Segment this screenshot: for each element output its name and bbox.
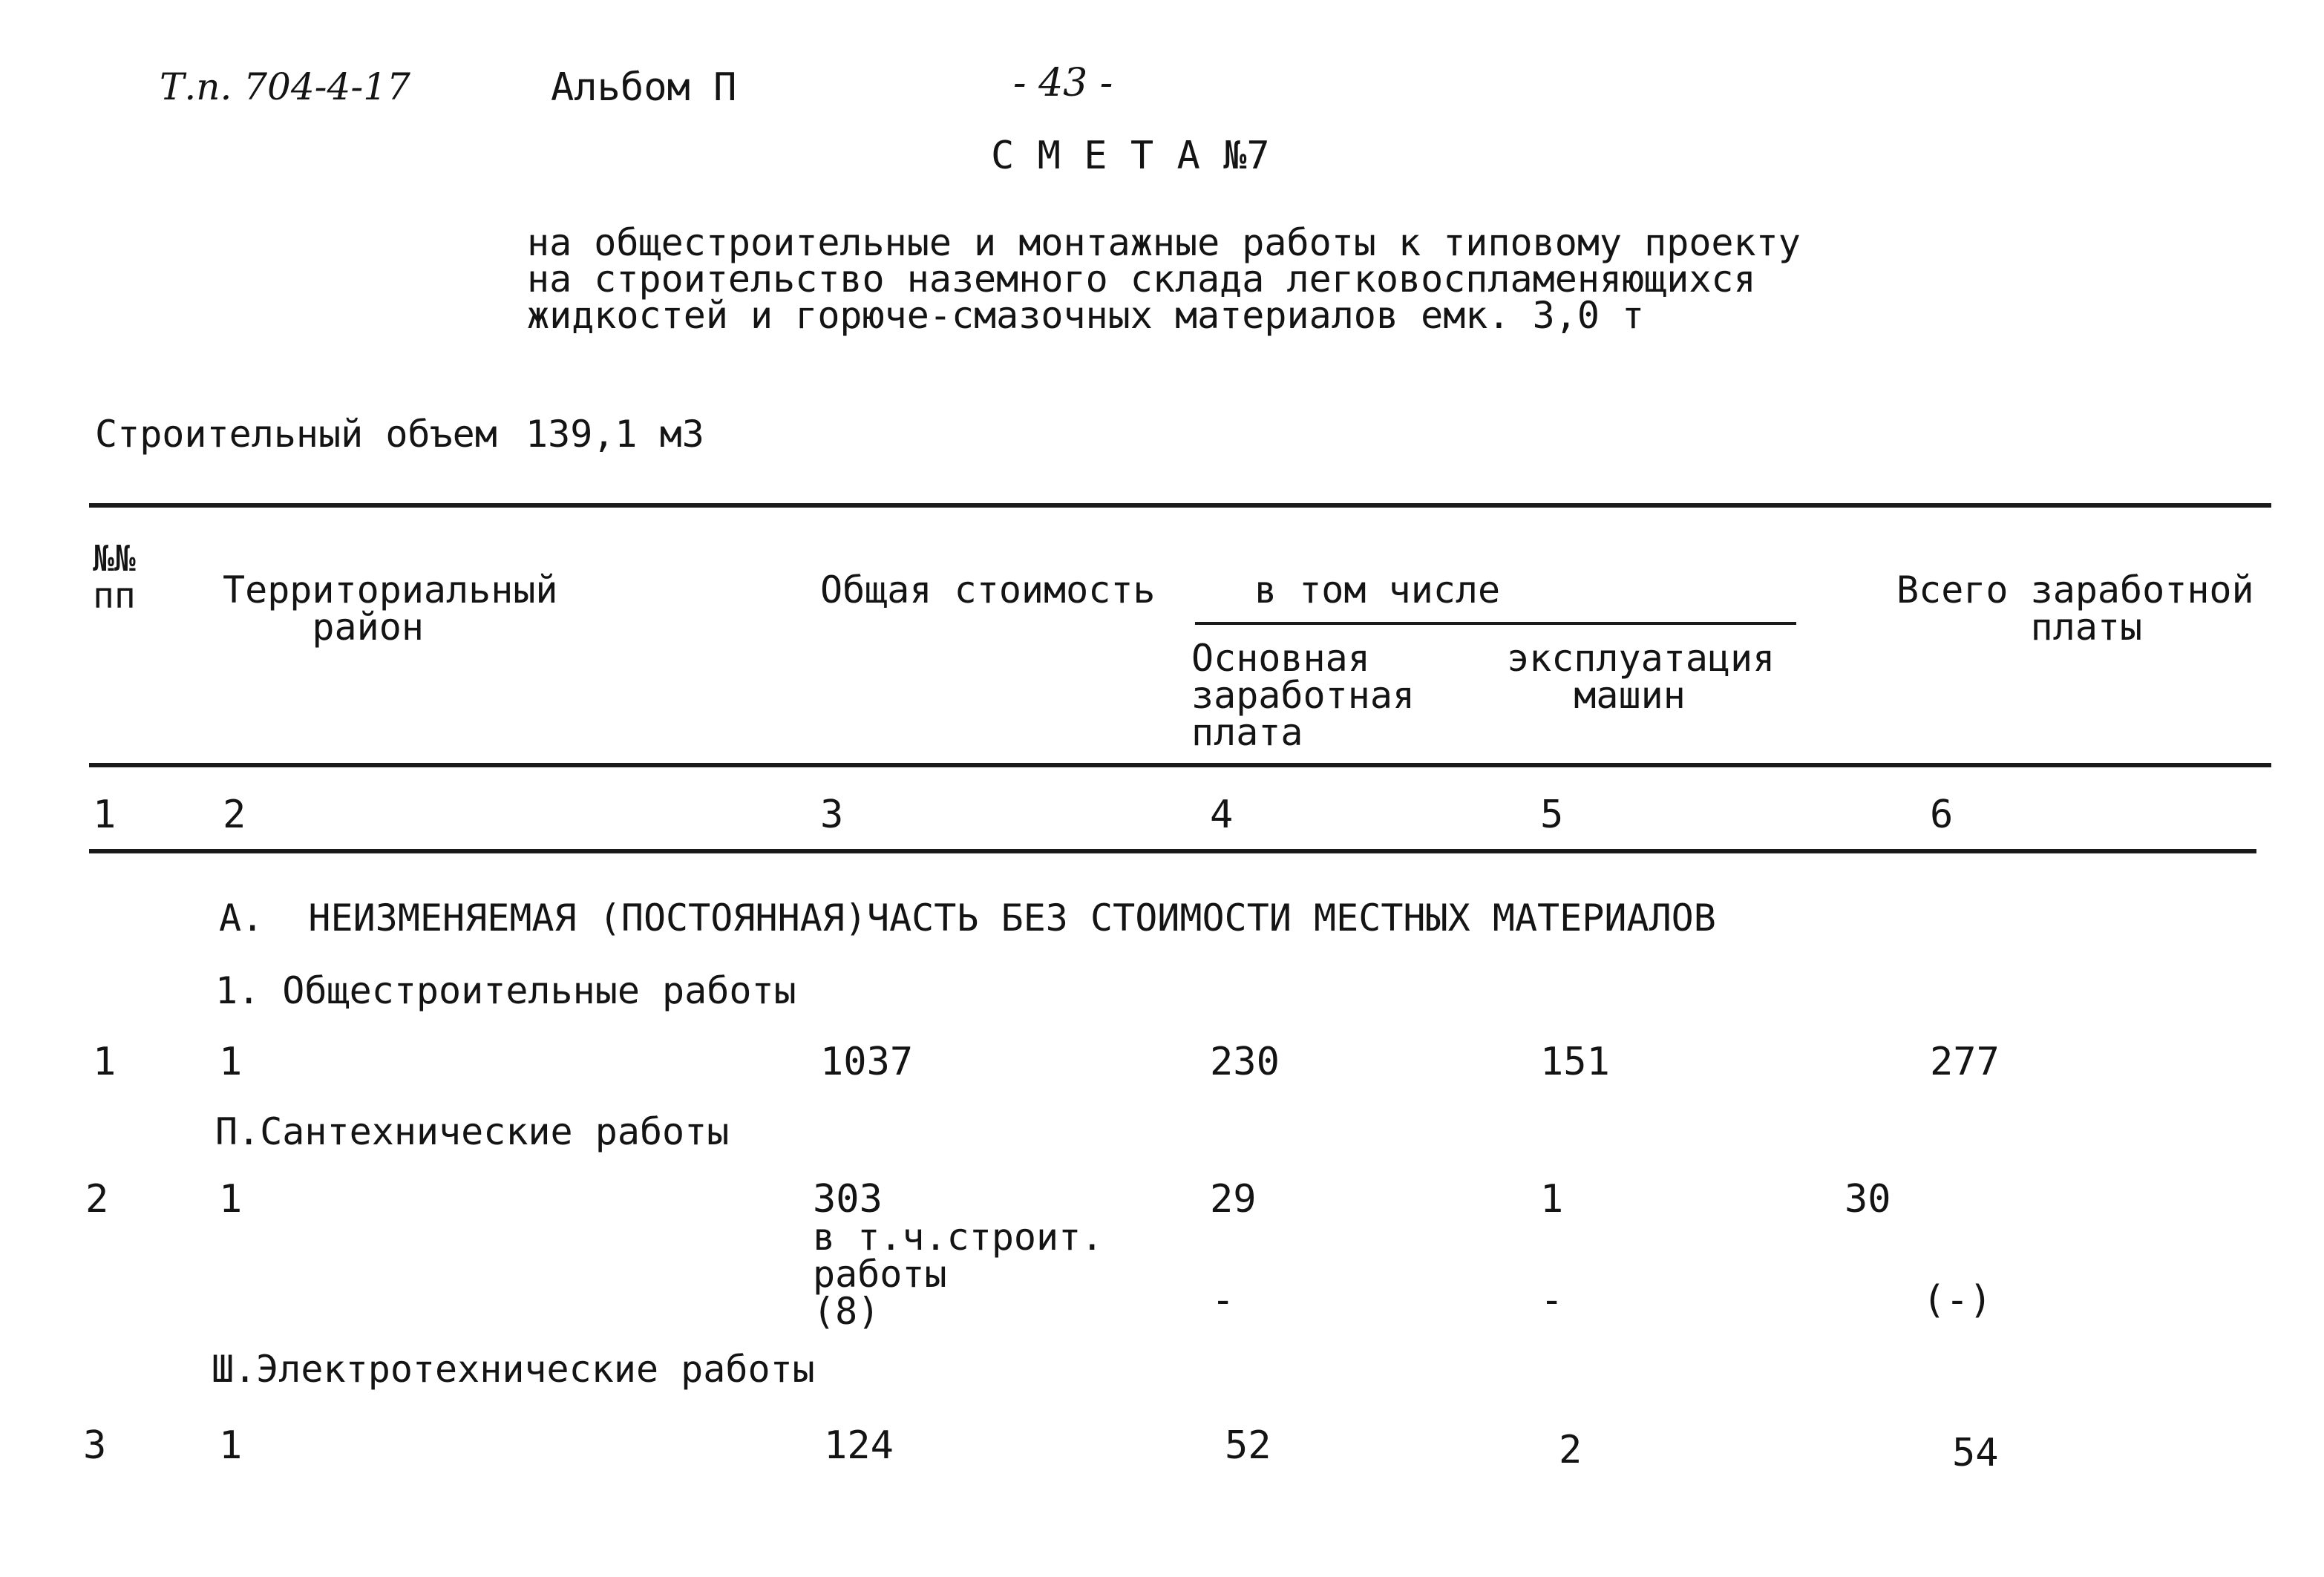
row-machine-operation: 2 xyxy=(1559,1428,1582,1472)
row-machine-operation: 1 xyxy=(1540,1177,1564,1222)
row-total-cost: 303 xyxy=(813,1177,883,1222)
row-number: 1 xyxy=(93,1040,117,1084)
row-total-wages: 30 xyxy=(1845,1177,1891,1222)
header-col-number: №№ пп xyxy=(93,538,136,617)
header-col-total-cost: Общая стоимость xyxy=(820,568,1156,612)
row-district: 1 xyxy=(219,1040,243,1084)
row-base-wages: 29 xyxy=(1210,1177,1257,1222)
row-base-wages: 230 xyxy=(1210,1040,1280,1084)
row-number: 3 xyxy=(83,1423,107,1468)
header-col-machine-operation: эксплуатация машин xyxy=(1507,637,1775,717)
doc-reference: Т.п. 704-4-17 xyxy=(160,65,410,108)
row-district: 1 xyxy=(219,1177,243,1222)
section-title: П.Сантехнические работы xyxy=(215,1110,730,1153)
table-top-rule xyxy=(89,503,2271,508)
column-number: 4 xyxy=(1210,793,1234,837)
section-a-title: А. НЕИЗМЕНЯЕМАЯ (ПОСТОЯННАЯ)ЧАСТЬ БЕЗ СТОИМОСТИ МЕСТНЫХ МАТЕРИАЛОВ xyxy=(219,896,1716,940)
column-number: 2 xyxy=(223,793,246,837)
column-number-rule xyxy=(89,849,2256,853)
header-col-total-wages: Всего заработной платы xyxy=(1896,568,2254,649)
volume-value: 139,1 м3 xyxy=(526,413,704,456)
column-number: 5 xyxy=(1540,793,1564,837)
subtitle-line: на общестроительные и монтажные работы к типовому проекту xyxy=(527,221,1801,264)
section-title: Ш.Электротехнические работы xyxy=(212,1348,815,1391)
row-total-cost: 1037 xyxy=(820,1040,914,1084)
row-base-wages: 52 xyxy=(1225,1423,1271,1468)
subrow-machine-operation: - xyxy=(1540,1278,1564,1322)
header-group-including: в том числе xyxy=(1254,568,1501,612)
column-number: 3 xyxy=(820,793,844,837)
subtitle-line: на строительство наземного склада легковоспламеняющихся xyxy=(527,258,1756,301)
subtitle-line: жидкостей и горюче-смазочных материалов емк. 3,0 т xyxy=(527,294,1645,337)
column-number: 1 xyxy=(93,793,117,837)
row-number: 2 xyxy=(85,1177,109,1222)
volume-label: Строительный объем xyxy=(95,413,497,456)
row-total-wages: 54 xyxy=(1952,1431,1999,1475)
document-title: С М Е Т А №7 xyxy=(991,134,1270,178)
header-group-rule xyxy=(1195,622,1796,625)
subrow-base-wages: - xyxy=(1211,1278,1235,1322)
row-district: 1 xyxy=(219,1423,243,1468)
row-total-cost: 124 xyxy=(824,1423,894,1468)
header-col-district: Территориальный район xyxy=(223,568,558,649)
section-title: 1. Общестроительные работы xyxy=(215,969,796,1012)
album-label: Альбом П xyxy=(551,65,737,110)
header-col-base-wages: Основная заработная плата xyxy=(1191,637,1415,754)
subrow-total-wages: (-) xyxy=(1922,1278,1992,1322)
column-number: 6 xyxy=(1930,793,1954,837)
page-number: - 43 - xyxy=(1013,61,1113,105)
subrow-construction-works: в т.ч.строит. работы (8) xyxy=(813,1216,1104,1333)
header-bottom-rule xyxy=(89,763,2271,767)
row-total-wages: 277 xyxy=(1930,1040,2000,1084)
row-machine-operation: 151 xyxy=(1540,1040,1610,1084)
